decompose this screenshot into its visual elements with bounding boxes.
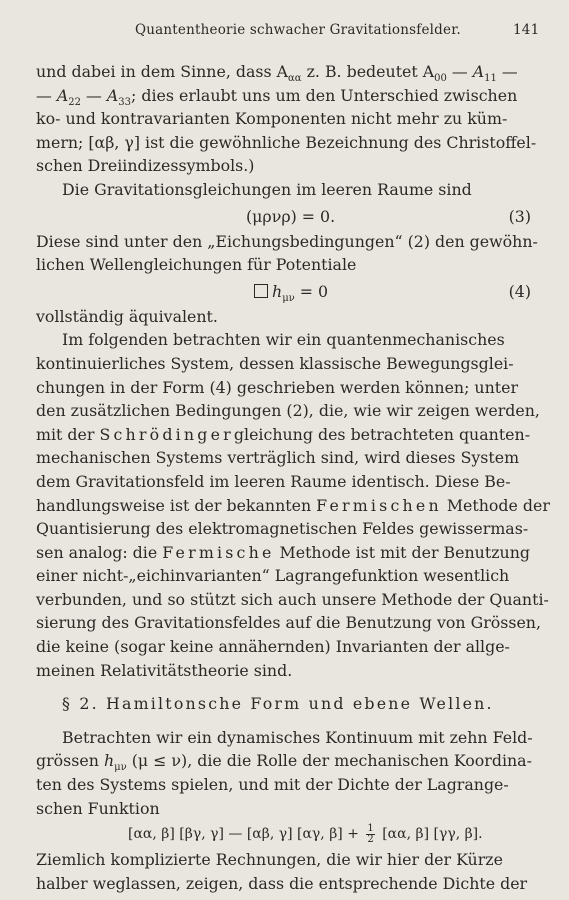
text-line: — $A_{22}$ — $A_{33}$; dies erlaubt uns um den Unterschied zwischen <box>36 85 518 108</box>
text-line: schen Dreiindizessymbols.) <box>36 156 255 176</box>
equation-3 <box>36 202 539 230</box>
text-line: Quantisierung des elektromagnetischen Feldes gewissermas- <box>36 519 529 539</box>
section-heading: § 2. Hamiltonsche Form und ebene Wellen. <box>62 694 494 714</box>
author-name-schroedinger: Schrödinger <box>99 424 234 444</box>
text-line: mern; [αβ, γ] ist die gewöhnliche Bezeichnung des Christoffel- <box>36 132 537 152</box>
equation-formula: (μρνρ) = 0. <box>246 206 336 226</box>
text-line: die keine (sogar keine annähernden) Invarianten der allge- <box>36 637 510 657</box>
text-line: vollständig äquivalent. <box>36 306 218 326</box>
text-line: meinen Relativitätstheorie sind. <box>36 660 293 680</box>
text-line: handlungsweise ist der bekannten Fermischen Methode der <box>36 495 550 515</box>
equation-formula: $h_{\mu\nu} = 0$ <box>254 280 328 304</box>
fraction-one-half: $\frac{1}{2}$ <box>367 822 374 845</box>
text-line: chungen in der Form (4) geschrieben werden können; unter <box>36 377 519 397</box>
equation-number: (3) <box>508 206 531 226</box>
dalembert-operator <box>254 284 268 298</box>
text-line: Betrachten wir ein dynamisches Kontinuum mit zehn Feld- <box>62 727 533 747</box>
text-line: sierung des Gravitationsfeldes auf die Benutzung von Grössen, <box>36 613 542 633</box>
text-line: Im folgenden betrachten wir ein quantenmechanisches <box>62 330 505 350</box>
lagrangian-equation <box>36 820 539 848</box>
author-name-fermi: Fermischen <box>316 495 442 515</box>
equation-formula: [αα, β] [βγ, γ] — [αβ, γ] [αγ, β] + $\frac{1}{2}$ [αα, β] [γγ, β]. <box>128 822 483 845</box>
text-line: Die Gravitationsgleichungen im leeren Raume sind <box>62 179 472 199</box>
text-line: dem Gravitationsfeld im leeren Raume identisch. Diese Be- <box>36 471 511 491</box>
text-line: schen Funktion <box>36 798 160 818</box>
page-number: 141 <box>513 22 540 38</box>
body-text <box>36 60 550 895</box>
text-line: mechanischen Systems verträglich sind, wird dieses System <box>36 448 520 468</box>
text-line: und dabei in dem Sinne, dass $A_{\alpha\alpha}$ z. B. bedeutet $A_{00}$ — $A_{11}$ — <box>36 62 518 85</box>
text-line: mit der Schrödingergleichung des betrachteten quanten- <box>36 424 531 444</box>
text-line: grössen $h_{\mu\nu}$ (μ ≤ ν), die die Rolle der mechanischen Koordina- <box>36 751 532 774</box>
text-line: kontinuierliches System, dessen klassische Bewegungsglei- <box>36 353 514 373</box>
equation-4 <box>36 277 539 305</box>
page-header <box>0 22 569 42</box>
running-title: Quantentheorie schwacher Gravitationsfelder. <box>135 22 461 38</box>
text-line: halber weglassen, zeigen, dass die entsprechende Dichte der <box>36 873 528 893</box>
text-line: ko- und kontravarianten Komponenten nicht mehr zu küm- <box>36 109 508 129</box>
equation-number: (4) <box>508 281 531 301</box>
text-line: den zusätzlichen Bedingungen (2), die, wie wir zeigen werden, <box>36 401 540 421</box>
text-line: Diese sind unter den „Eichungsbedingungen“ (2) den gewöhn- <box>36 231 538 251</box>
text-line: sen analog: die Fermische Methode ist mit der Benutzung <box>36 542 530 562</box>
author-name-fermi: Fermische <box>162 542 275 562</box>
text-line: lichen Wellengleichungen für Potentiale <box>36 255 357 275</box>
text-line: Ziemlich komplizierte Rechnungen, die wir hier der Kürze <box>36 850 503 870</box>
text-line: verbunden, und so stützt sich auch unsere Methode der Quanti- <box>36 589 549 609</box>
text-line: ten des Systems spielen, und mit der Dichte der Lagrange- <box>36 775 509 795</box>
text-line: einer nicht-„eichinvarianten“ Lagrangefunktion wesentlich <box>36 566 510 586</box>
